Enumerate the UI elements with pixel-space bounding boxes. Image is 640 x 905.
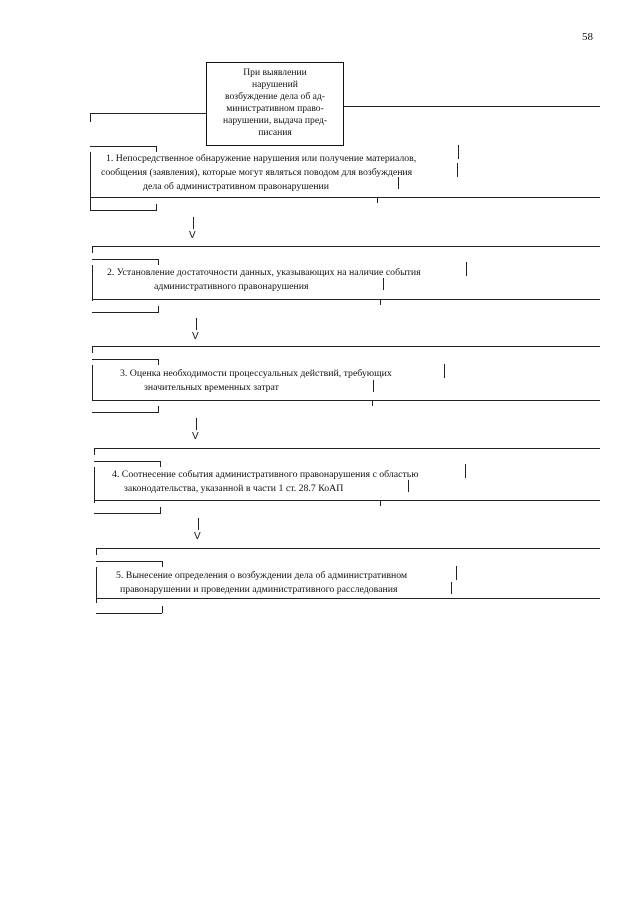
frame-line: [458, 145, 459, 159]
frame-line: [94, 513, 160, 514]
frame-line: [90, 152, 91, 210]
frame-line: [92, 312, 158, 313]
frame-line: [92, 259, 158, 260]
frame-line: [96, 561, 162, 562]
frame-line: [160, 507, 161, 514]
top-box-line: нарушении, выдача пред-: [222, 115, 328, 126]
arrow-down-icon: V: [194, 531, 201, 542]
frame-line: [465, 464, 466, 478]
frame-line: [444, 364, 445, 378]
arrow-shaft: [196, 418, 197, 430]
step-3-line: 3. Оценка необходимости процессуальных действий, требующих: [120, 368, 392, 379]
arrow-shaft: [193, 217, 194, 229]
frame-line: [380, 500, 381, 506]
step-4-line: 4. Соотнесение события административного правонарушения с областью: [112, 469, 419, 480]
frame-line: [92, 346, 93, 353]
frame-line: [94, 448, 95, 455]
step-3-line: значительных временных затрат: [144, 382, 279, 393]
page-number: 58: [582, 31, 593, 43]
frame-line: [92, 412, 158, 413]
frame-line: [94, 500, 600, 501]
step-5-line: 5. Вынесение определения о возбуждении дела об административном: [116, 570, 408, 581]
frame-line: [456, 566, 457, 580]
frame-line: [451, 582, 452, 594]
frame-line: [92, 365, 93, 401]
step-2-line: 2. Установление достаточности данных, указывающих на наличие события: [107, 267, 421, 278]
step-1-line: дела об административном правонарушении: [143, 181, 329, 192]
frame-line: [158, 259, 159, 265]
frame-line: [90, 197, 600, 198]
arrow-shaft: [198, 518, 199, 530]
frame-line: [90, 113, 91, 122]
frame-line: [92, 299, 600, 300]
frame-line: [158, 406, 159, 413]
frame-line: [457, 163, 458, 177]
frame-line: [90, 113, 206, 114]
frame-line: [344, 106, 600, 107]
frame-line: [158, 359, 159, 365]
arrow-shaft: [196, 318, 197, 330]
step-4-line: законодательства, указанной в части 1 ст. 28.7 КоАП: [124, 483, 344, 494]
frame-line: [380, 299, 381, 305]
step-1-line: сообщения (заявления), которые могут являться поводом для возбуждения: [101, 167, 413, 178]
frame-line: [90, 146, 156, 147]
arrow-down-icon: V: [192, 331, 199, 342]
frame-line: [466, 262, 467, 276]
top-box: [206, 62, 344, 146]
frame-line: [160, 461, 161, 467]
frame-line: [96, 548, 600, 549]
frame-line: [92, 400, 600, 401]
frame-line: [96, 598, 600, 599]
frame-line: [92, 246, 93, 253]
frame-line: [92, 346, 600, 347]
frame-line: [94, 461, 160, 462]
frame-line: [383, 278, 384, 290]
frame-line: [94, 448, 600, 449]
step-2-line: административного правонарушения: [154, 281, 309, 292]
step-5-line: правонарушении и проведении административного расследования: [120, 584, 398, 595]
frame-line: [162, 606, 163, 613]
frame-line: [156, 204, 157, 211]
frame-line: [94, 467, 95, 503]
top-box-line: министративном право-: [226, 103, 324, 114]
frame-line: [408, 480, 409, 492]
frame-line: [158, 306, 159, 313]
top-box-line: При выявлении: [243, 67, 307, 78]
frame-line: [96, 613, 162, 614]
frame-line: [373, 380, 374, 392]
frame-line: [372, 400, 373, 406]
step-1-line: 1. Непосредственное обнаружение нарушения или получение материалов,: [106, 153, 417, 164]
frame-line: [96, 548, 97, 555]
frame-line: [162, 561, 163, 567]
frame-line: [377, 197, 378, 203]
top-box-line: возбуждение дела об ад-: [225, 91, 325, 102]
arrow-down-icon: V: [189, 230, 196, 241]
top-box-line: писания: [258, 127, 292, 138]
frame-line: [92, 265, 93, 301]
arrow-down-icon: V: [192, 431, 199, 442]
frame-line: [92, 246, 600, 247]
top-box-line: нарушений: [252, 79, 298, 90]
frame-line: [90, 210, 156, 211]
frame-line: [92, 359, 158, 360]
